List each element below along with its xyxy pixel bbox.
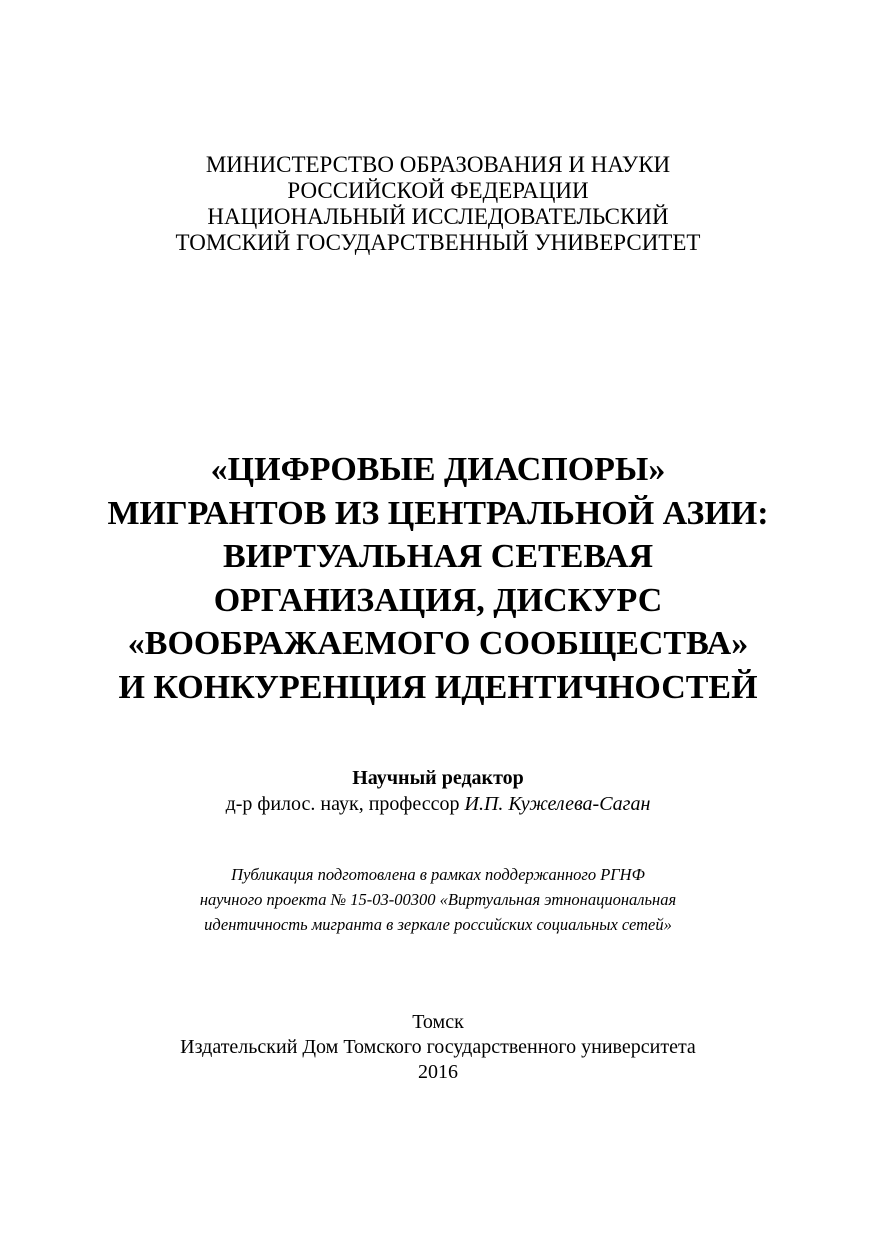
publication-note — [0, 862, 876, 937]
title-line: ВИРТУАЛЬНАЯ СЕТЕВАЯ — [222, 538, 654, 575]
imprint-year: 2016 — [418, 1061, 458, 1083]
title-line: ОРГАНИЗАЦИЯ, ДИСКУРС — [213, 581, 663, 619]
book-title — [0, 448, 876, 709]
title-line: И КОНКУРЕНЦИЯ ИДЕНТИЧНОСТЕЙ — [118, 668, 758, 706]
editor-heading: Научный редактор — [352, 767, 524, 789]
editor-name: И.П. Кужелева-Саган — [464, 793, 651, 815]
editor-details — [0, 791, 876, 817]
title-line: «ЦИФРОВЫЕ ДИАСПОРЫ» — [210, 451, 666, 488]
imprint-publisher: Издательский Дом Томского государственного университета — [180, 1036, 696, 1058]
publication-line: Публикация подготовлена в рамках поддержанного РГНФ — [231, 865, 645, 884]
title-line: МИГРАНТОВ ИЗ ЦЕНТРАЛЬНОЙ АЗИИ: — [107, 494, 769, 532]
imprint-city: Томск — [412, 1011, 464, 1033]
ministry-line: РОССИЙСКОЙ ФЕДЕРАЦИИ — [287, 178, 589, 203]
publication-line: научного проекта № 15-03-00300 «Виртуальная этнонациональная — [199, 890, 677, 909]
scientific-editor — [0, 765, 876, 817]
ministry-header — [0, 152, 876, 256]
ministry-line: МИНИСТЕРСТВО ОБРАЗОВАНИЯ И НАУКИ — [205, 152, 671, 177]
publication-line: идентичность мигранта в зеркале российских социальных сетей» — [204, 915, 672, 934]
imprint — [0, 1010, 876, 1085]
title-line: «ВООБРАЖАЕМОГО СООБЩЕСТВА» — [127, 625, 749, 662]
ministry-line: ТОМСКИЙ ГОСУДАРСТВЕННЫЙ УНИВЕРСИТЕТ — [175, 230, 701, 255]
editor-credentials: д-р филос. наук, профессор — [225, 793, 460, 815]
ministry-line: НАЦИОНАЛЬНЫЙ ИССЛЕДОВАТЕЛЬСКИЙ — [207, 204, 669, 229]
